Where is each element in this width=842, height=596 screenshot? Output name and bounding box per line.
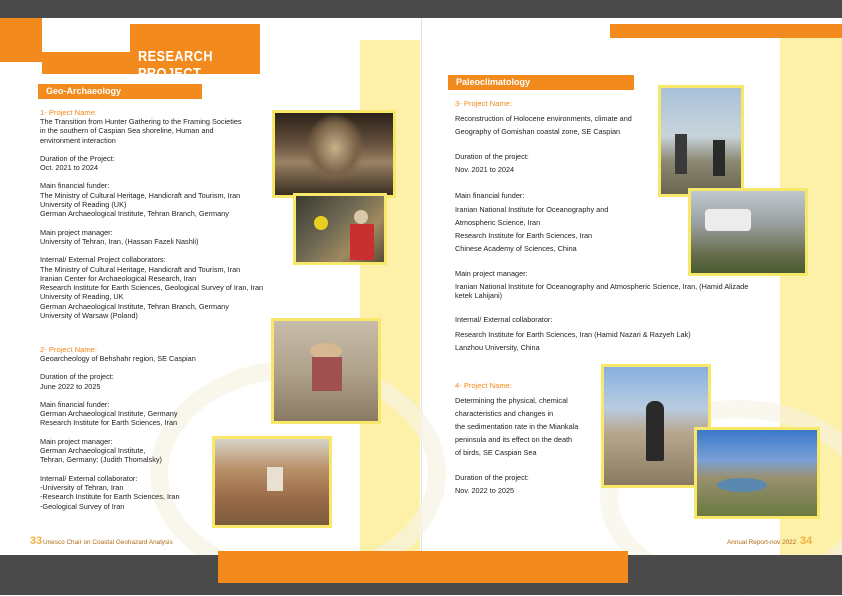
page-number-left: 33 [30,535,43,547]
sediment-sampling-photo [212,436,332,528]
project-3-collab-label: Internal/ External collaborator: [455,314,553,324]
top-dark-bar [0,0,842,18]
project-1-name: The Transition from Hunter Gathering to the Framing Societies in the southern of Caspian Sea shoreline, Human and environment interaction [40,117,242,145]
project-3-collab: Research Institute for Earth Sciences, Iran (Hamid Nazari & Razyeh Lak) Lanzhou University, China [455,330,691,353]
field-researcher-photo [271,318,381,424]
project-4-block [455,381,605,496]
project-4-title: 4- Project Name: [455,381,512,390]
excavation-workers-photo [293,193,387,265]
project-2-funder-label: Main financial funder: [40,399,110,409]
drilling-team-photo [658,85,744,197]
project-2-manager: German Archaeological Institute, Tehran, Germany: (Judith Thomalsky) [40,446,162,465]
project-3-funder: Iranian National Institute for Oceanography and Atmospheric Science, Iran Research Institute for Earth Sciences, Iran Chinese Academy of Sciences, China [455,204,609,253]
project-4-duration: Nov. 2022 to 2025 [455,486,515,496]
bottom-orange-block [218,551,628,583]
project-1-duration: Oct. 2021 to 2024 [40,163,99,173]
project-1-funder-label: Main financial funder: [40,181,110,191]
wetland-photo [694,427,820,519]
project-3-name: Reconstruction of Holocene environments, climate and Geography of Gomishan coastal zone, SE Caspian [455,114,632,136]
project-1-funder: The Ministry of Cultural Heritage, Handicraft and Tourism, Iran University of Reading (UK) German Archaeological Institute, Tehran Branch, Germany [40,190,241,219]
project-1-manager-label: Main project manager: [40,227,113,237]
page-number-right: 34 [800,535,813,547]
project-2-manager-label: Main project manager: [40,436,113,446]
footer-left-text: Unesco Chair on Coastal Geohazard Analysis [43,539,173,546]
top-right-orange-strip [610,24,842,38]
project-2-collab-label: Internal/ External collaborator: [40,473,138,483]
section-title-paleoclimatology: Paleoclimatology [448,75,634,90]
project-2-block [40,345,240,511]
project-2-funder: German Archaeological Institute, Germany Research Institute for Earth Sciences, Iran [40,409,178,428]
page-title: RESEARCH PROJECT [138,48,213,82]
cave-photo [272,110,396,198]
project-3-duration-label: Duration of the project: [455,152,529,161]
project-1-title: 1- Project Name: [40,108,97,117]
top-left-orange-block [0,18,42,62]
section-title-geo-archaeology: Geo-Archaeology [38,84,202,99]
vehicle-field-photo [688,188,808,276]
project-2-name: Geoarcheology of Behshahr region, SE Caspian [40,354,196,363]
project-3-manager-label: Main project manager: [455,268,528,278]
project-2-collab: -University of Tehran, Iran -Research Institute for Earth Sciences, Iran -Geological Survey of Iran [40,482,180,511]
project-1-manager: University of Tehran, Iran, (Hassan Fazeli Nashli) [40,236,199,246]
project-1-block [40,108,290,320]
project-1-collab: The Ministry of Cultural Heritage, Handicraft and Tourism, Iran Iranian Center for Archaeological Research, Iran Research Institute for Earth Sciences, Geological Survey of Iran, Iran University of Reading, UK German Archaeological Institute, Tehran Branch, Germany University of Warsaw (Poland) [40,264,264,321]
project-4-name: Determining the physical, chemical characteristics and changes in the sedimentation rate in the Miankala peninsula and its effect on the death of birds, SE Caspian Sea [455,396,579,457]
project-2-duration: June 2022 to 2025 [40,381,101,391]
project-3-manager: Iranian National Institute for Oceanography and Atmospheric Science, Iran, (Hamid Alizade ketek Lahijani) [455,282,749,301]
project-1-collab-label: Internal/ External Project collaborators: [40,255,166,265]
project-3-duration: Nov. 2021 to 2024 [455,165,515,175]
title-banner-cutout [42,18,130,52]
footer-right-text: Annual Report-nov 2022 [727,539,797,546]
project-2-title: 2- Project Name: [40,345,97,354]
project-2-duration-label: Duration of the project: [40,372,114,382]
project-4-duration-label: Duration of the project: [455,473,529,482]
project-1-duration-label: Duration of the Project: [40,153,115,163]
project-3-title: 3- Project Name: [455,99,512,108]
project-3-funder-label: Main financial funder: [455,190,525,200]
